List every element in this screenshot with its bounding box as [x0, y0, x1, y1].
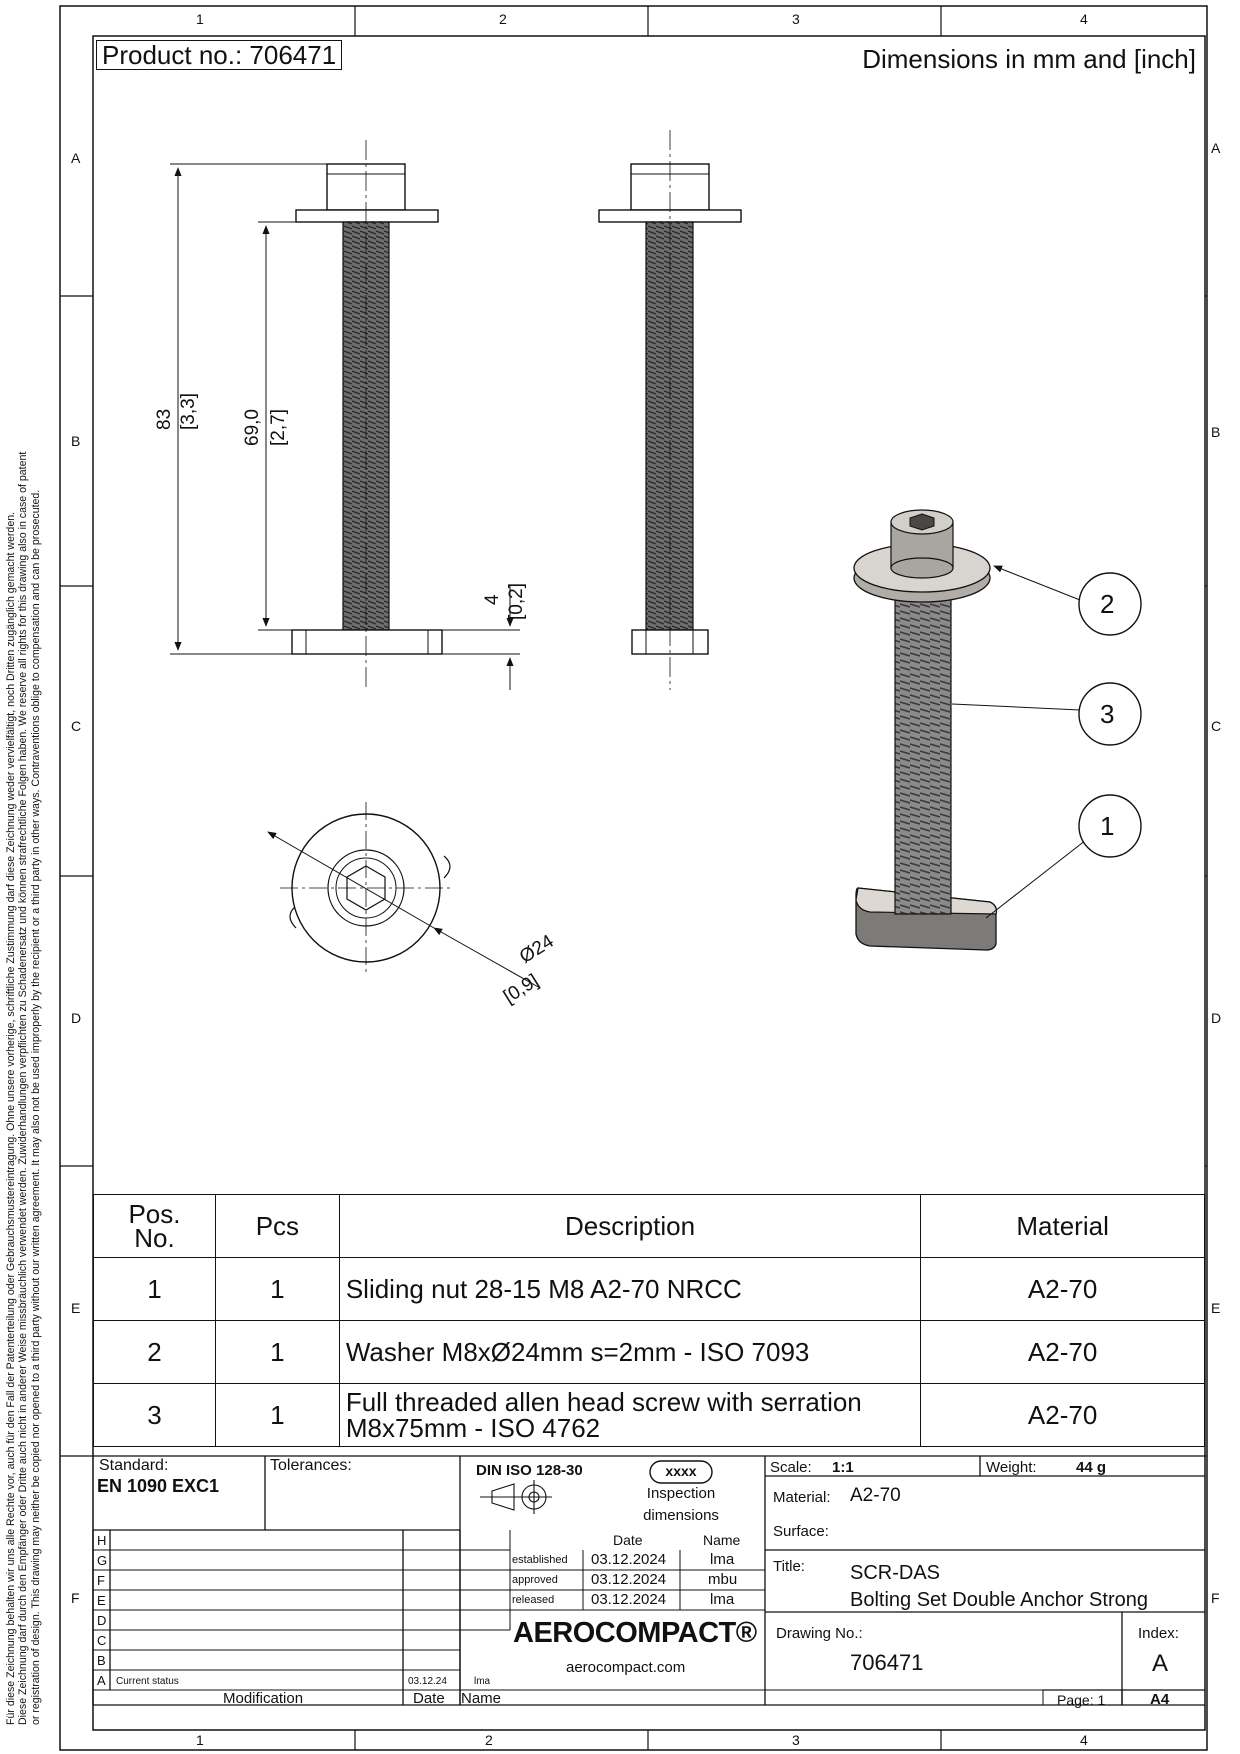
dim-thread-length: 69,0 — [242, 409, 263, 446]
drawing-no-label: Drawing No.: — [776, 1625, 863, 1642]
current-name: lma — [474, 1676, 491, 1687]
material-value: A2-70 — [850, 1485, 901, 1506]
col-name: Name — [461, 1690, 502, 1707]
projection-symbol-icon — [480, 1480, 552, 1514]
header-pos-line: No. — [134, 1223, 175, 1253]
parts-table — [93, 1194, 1205, 1447]
title-line: SCR-DAS — [850, 1562, 941, 1584]
revision-letter: D — [97, 1613, 107, 1628]
col-label: 3 — [792, 11, 800, 27]
approval-name: lma — [710, 1591, 735, 1608]
approval-label: approved — [512, 1574, 558, 1586]
row-description-line: Full threaded allen head screw with serration — [345, 1387, 862, 1417]
dim-overall-length-inch: [3,3] — [178, 393, 199, 430]
col-label: 2 — [499, 11, 507, 27]
header-pos-line: Pos. — [128, 1199, 181, 1229]
approval-label: established — [512, 1554, 568, 1566]
row-description-line: M8x75mm - ISO 4762 — [345, 1413, 601, 1443]
row-label: C — [1211, 718, 1222, 734]
approval-date-header: Date — [613, 1532, 643, 1548]
din-label: DIN ISO 128-30 — [476, 1462, 583, 1479]
sheet-format: A4 — [1150, 1691, 1170, 1708]
dimensions-note: Dimensions in mm and [inch] — [862, 44, 1196, 74]
approval-date: 03.12.2024 — [591, 1591, 667, 1608]
legal-notice-line: or registration of design. This drawing may neither be copied nor opened to a third party without our written agreement. It may also not be used improperly by the recipient or a third party in other ways. Contraventions oblige to compensation and can be prosecuted. — [29, 489, 42, 1725]
page-label: Page: 1 — [1057, 1692, 1106, 1708]
product-number: Product no.: 706471 — [96, 40, 342, 70]
side-view — [599, 130, 741, 690]
revision-letter: H — [97, 1533, 107, 1548]
scale-label: Scale: — [770, 1459, 812, 1476]
header-pos — [94, 1195, 216, 1258]
table-row — [94, 1258, 1205, 1321]
row-label: E — [1211, 1300, 1221, 1316]
dim-nut-height: 4 — [482, 594, 503, 605]
weight-value: 44 g — [1076, 1459, 1107, 1476]
balloon-number: 2 — [1100, 589, 1115, 619]
revision-letter: E — [97, 1593, 106, 1608]
row-label: A — [71, 150, 81, 166]
parts-table-header — [94, 1195, 1205, 1258]
balloon-leaders — [952, 566, 1086, 918]
dim-nut-height-inch: [0,2] — [506, 583, 527, 620]
revision-letter: C — [97, 1633, 107, 1648]
standard-label: Standard: — [99, 1457, 169, 1474]
surface-label: Surface: — [773, 1523, 829, 1540]
header-pcs: Pcs — [215, 1195, 339, 1258]
row-description: Washer M8xØ24mm s=2mm - ISO 7093 — [339, 1321, 920, 1384]
approval-date: 03.12.2024 — [591, 1571, 667, 1588]
col-label: 4 — [1080, 11, 1088, 27]
company-logo: AEROCOMPACT® — [513, 1617, 757, 1649]
approval-name: mbu — [708, 1571, 738, 1588]
revision-letter: F — [97, 1573, 105, 1588]
row-pcs: 1 — [215, 1321, 339, 1384]
approval-name: lma — [710, 1551, 735, 1568]
isometric-view — [854, 510, 996, 950]
row-material: A2-70 — [921, 1384, 1205, 1447]
drawing-no-value: 706471 — [850, 1650, 924, 1675]
title-line: Bolting Set Double Anchor Strong — [850, 1589, 1148, 1611]
balloon-number: 1 — [1100, 811, 1115, 841]
revision-letter: G — [97, 1553, 108, 1568]
col-label: 3 — [792, 1732, 800, 1748]
row-label: F — [1211, 1590, 1220, 1606]
col-label: 1 — [196, 1732, 204, 1748]
row-label: D — [71, 1010, 82, 1026]
header-material: Material — [921, 1195, 1205, 1258]
dim-thread-length-inch: [2,7] — [268, 409, 289, 446]
scale-value: 1:1 — [832, 1459, 854, 1476]
row-label: B — [1211, 424, 1221, 440]
legal-notice-line: Diese Zeichnung darf durch den Empfänger oder Dritte auch nicht in anderer Weise missbräuchlich verwendet werden. Zuwiderhandlungen verpflichten zu Schadenersatz und können strafrechtliche Folgen haben. We reserve all rights for this drawing also in case of patent — [17, 451, 30, 1725]
row-description: Sliding nut 28-15 M8 A2-70 NRCC — [339, 1258, 920, 1321]
row-label: F — [71, 1590, 80, 1606]
weight-label: Weight: — [986, 1459, 1037, 1476]
row-label: B — [71, 433, 81, 449]
row-pos: 1 — [94, 1258, 216, 1321]
inspection-line: dimensions — [643, 1507, 719, 1524]
approval-date: 03.12.2024 — [591, 1551, 667, 1568]
current-status: Current status — [116, 1676, 179, 1687]
index-value: A — [1152, 1650, 1169, 1677]
table-row — [94, 1321, 1205, 1384]
col-modification: Modification — [223, 1690, 304, 1707]
header-description: Description — [339, 1195, 920, 1258]
row-label: C — [71, 718, 82, 734]
col-date: Date — [413, 1690, 445, 1707]
row-pcs: 1 — [215, 1258, 339, 1321]
approval-name-header: Name — [703, 1532, 741, 1548]
revision-letter: B — [97, 1653, 106, 1668]
legal-notice-line: Für diese Zeichnung behalten wir uns alle Rechte vor, auch für den Fall der Patenterteilung oder Gebrauchsmustereintragung. Ohne unsere vorherige, schriftliche Zustimmung darf diese Zeichnung weder vervielfältigt, noch Dritten zugänglich gemacht werden. — [5, 511, 17, 1725]
inspection-badge: xxxx — [665, 1463, 697, 1479]
dim-washer-diameter: Ø24 — [516, 930, 558, 968]
col-label: 1 — [196, 11, 204, 27]
row-pos: 2 — [94, 1321, 216, 1384]
dim-washer-diameter-inch: [0,9] — [500, 970, 543, 1008]
revision-letter: A — [97, 1673, 106, 1688]
tolerances-label: Tolerances: — [270, 1457, 352, 1474]
balloon-number: 3 — [1100, 699, 1115, 729]
index-label: Index: — [1138, 1625, 1179, 1642]
col-label: 2 — [485, 1732, 493, 1748]
row-pos: 3 — [94, 1384, 216, 1447]
material-label: Material: — [773, 1489, 831, 1506]
title-label: Title: — [773, 1558, 805, 1575]
row-pcs: 1 — [215, 1384, 339, 1447]
row-label: E — [71, 1300, 81, 1316]
row-label: D — [1211, 1010, 1222, 1026]
col-label: 4 — [1080, 1732, 1088, 1748]
top-view — [268, 802, 540, 988]
table-row — [94, 1384, 1205, 1447]
approval-label: released — [512, 1594, 555, 1606]
row-description — [339, 1384, 920, 1447]
company-url: aerocompact.com — [566, 1659, 686, 1676]
row-material: A2-70 — [921, 1321, 1205, 1384]
standard-value: EN 1090 EXC1 — [97, 1476, 220, 1496]
row-label: A — [1211, 140, 1221, 156]
inspection-line: Inspection — [646, 1485, 716, 1502]
row-material: A2-70 — [921, 1258, 1205, 1321]
dim-overall-length: 83 — [154, 408, 175, 430]
current-date: 03.12.24 — [408, 1676, 447, 1687]
